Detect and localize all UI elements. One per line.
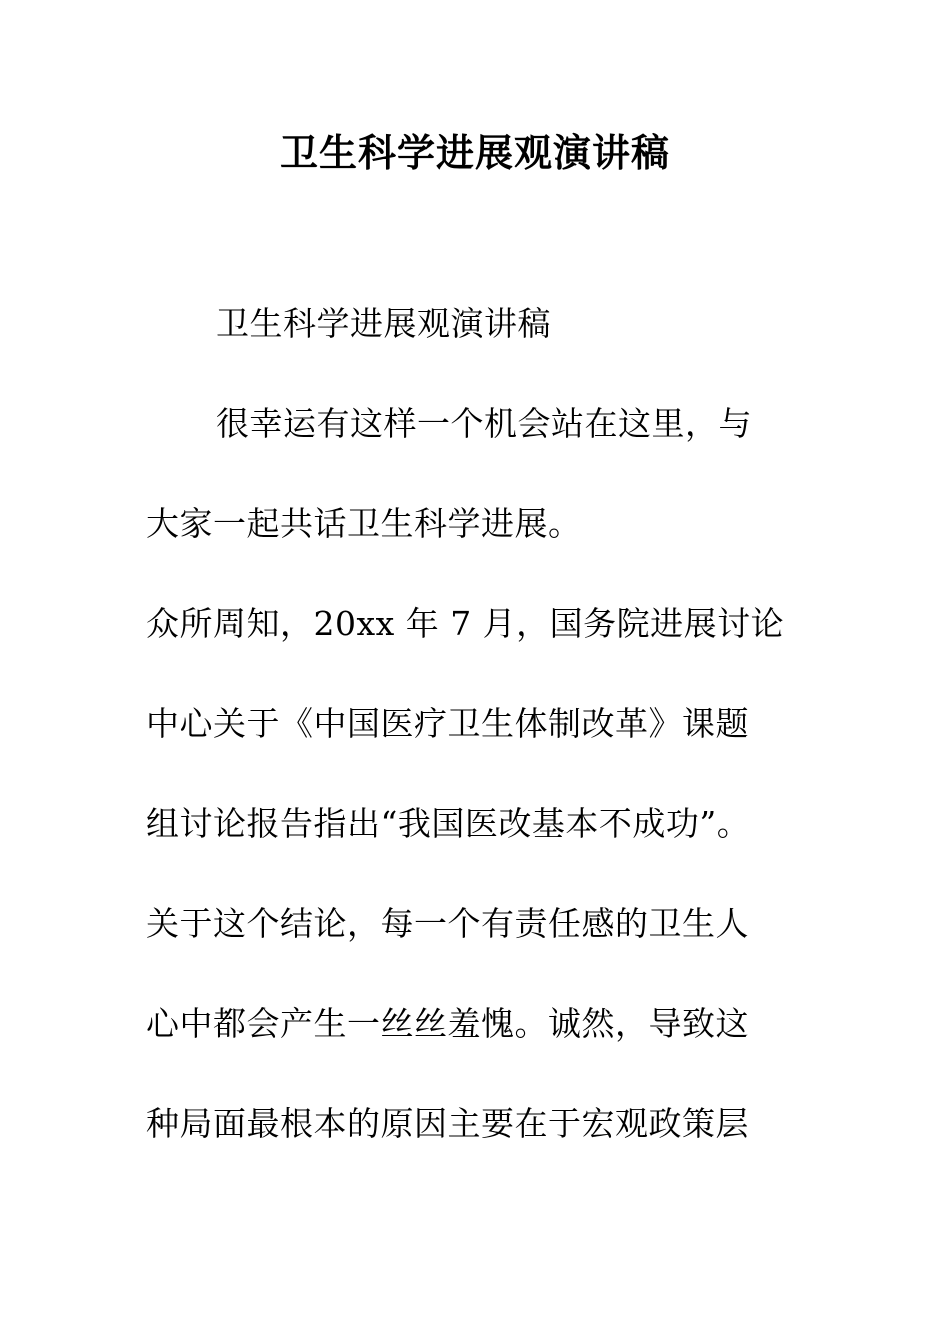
document-title: 卫生科学进展观演讲稿 xyxy=(279,130,670,175)
body-line: 很幸运有这样一个机会站在这里，与 xyxy=(216,404,752,443)
body-line: 大家一起共话卫生科学进展。 xyxy=(146,504,582,543)
body-line: 中心关于《中国医疗卫生体制改革》课题 xyxy=(146,704,749,743)
body-line: 众所周知，20xx 年 7 月，国务院进展讨论 xyxy=(146,604,785,643)
body-line: 关于这个结论，每一个有责任感的卫生人 xyxy=(146,904,749,943)
body-line: 心中都会产生一丝丝羞愧。诚然，导致这 xyxy=(146,1004,749,1043)
body-line: 组讨论报告指出“我国医改基本不成功”。 xyxy=(146,804,751,843)
subtitle-line: 卫生科学进展观演讲稿 xyxy=(216,304,551,343)
body-line: 种局面最根本的原因主要在于宏观政策层 xyxy=(146,1104,749,1143)
